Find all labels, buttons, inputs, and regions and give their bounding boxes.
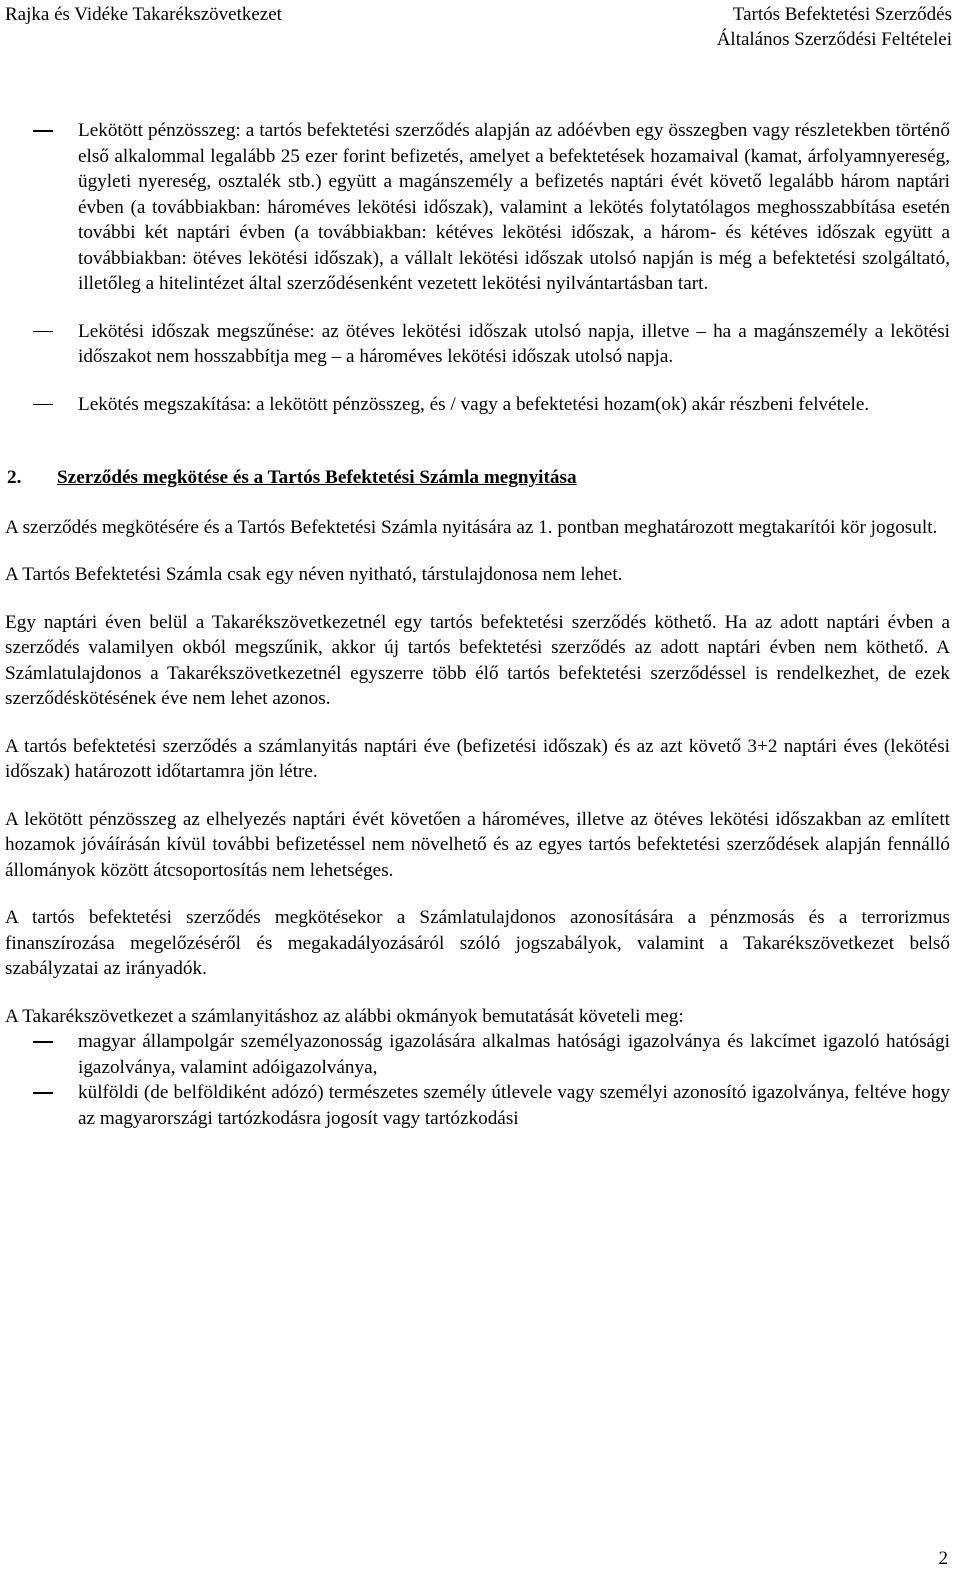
- document-body: [5, 118, 950, 1131]
- paragraph: A tartós befektetési szerződés megkötésekor a Számlatulajdonos azonosítására a pénzmosás és a terrorizmus finanszírozása megelőzéséről és megakadályozásáról szóló jogszabályok, valamint a Takarékszövetkezet belső szabályzatai az irányadók.: [5, 907, 950, 979]
- dash-bullet-icon: [33, 1041, 53, 1043]
- header-institution-name: Rajka és Vidéke Takarékszövetkezet: [5, 4, 282, 25]
- definition-bullet: [5, 319, 950, 370]
- section-title: Szerződés megkötése és a Tartós Befektetési Számla megnyitása: [57, 467, 577, 488]
- list-item-text: külföldi (de belföldiként adózó) természetes személy útlevele vagy személyi azonosító igazolványa, feltéve hogy az magyarországi tartózkodásra jogosít vagy tartózkodási: [78, 1082, 950, 1129]
- header-title-line1: Tartós Befektetési Szerződés: [732, 4, 952, 25]
- dash-bullet-icon: [33, 1092, 53, 1094]
- definition-bullet: [5, 392, 950, 418]
- header-document-title: [717, 2, 952, 52]
- definition-text: Lekötött pénzösszeg: a tartós befektetési szerződés alapján az adóévben egy összegben vagy részletekben történő első alkalommal legalább 25 ezer forint befizetés, amelyet a befektetések hozamaival (kamat, árfolyamnyereség, ügyleti nyereség, osztalék stb.) együtt a magánszemély a befizetés naptári évét követő legalább három naptári évben (a továbbiakban: hároméves lekötési időszak), valamint a lekötés folytatólagos meghosszabbítása esetén további két naptári évben (a továbbiakban: kétéves lekötési időszak, a három- és kétéves időszak együtt a továbbiakban: ötéves lekötési időszak), a vállalt lekötési időszak utolsó napján is még a befektetési szolgáltató, illetőleg a hitelintézet által szerződésenként vezetett lekötési nyilvántartásban tart.: [78, 120, 950, 294]
- dash-bullet-icon: [33, 404, 53, 406]
- paragraph: A lekötött pénzösszeg az elhelyezés naptári évét követően a hároméves, illetve az ötéves lekötési időszakban az említett hozamok jóváírásán kívül további befizetéssel nem növelhető és az egyes tartós befektetési szerződések alapján fennálló állományok között átcsoportosítás nem lehetséges.: [5, 808, 950, 881]
- document-list-item: [5, 1080, 950, 1131]
- page-number: 2: [938, 1548, 948, 1569]
- list-item-text: magyar állampolgár személyazonosság igazolására alkalmas hatósági igazolványa és lakcímet igazoló hatósági igazolványa, valamint adóigazolványa,: [78, 1031, 950, 1078]
- section-number: 2.: [7, 467, 22, 488]
- dash-bullet-icon: [33, 130, 53, 132]
- document-list-item: [5, 1029, 950, 1080]
- dash-bullet-icon: [33, 331, 53, 333]
- definition-text: Lekötés megszakítása: a lekötött pénzösszeg, és / vagy a befektetési hozam(ok) akár részbeni felvétele.: [78, 393, 870, 415]
- definition-bullet: [5, 118, 950, 297]
- header-title-line2: Általános Szerződési Feltételei: [716, 29, 952, 50]
- paragraph: A tartós befektetési szerződés a számlanyitás naptári éve (befizetési időszak) és az azt követő 3+2 naptári éves (lekötési időszak) határozott időtartamra jön létre.: [5, 735, 950, 782]
- paragraph: A szerződés megkötésére és a Tartós Befektetési Számla nyitására az 1. pontban meghatározott megtakarítói kör jogosult.: [5, 516, 938, 538]
- paragraph: A Takarékszövetkezet a számlanyitáshoz az alábbi okmányok bemutatását követeli meg:: [5, 1005, 684, 1027]
- paragraph: Egy naptári éven belül a Takarékszövetkezetnél egy tartós befektetési szerződés köthető. Ha az adott naptári évben a szerződés valamilyen okból megszűnik, akkor új tartós befektetési szerződés az adott naptári évben nem köthető. A Számlatulajdonos a Takarékszövetkezetnél egyszerre több élő tartós befektetési szerződéssel is rendelkezhet, de ezek szerződéskötésének éve nem lehet azonos.: [5, 611, 950, 709]
- definition-text: Lekötési időszak megszűnése: az ötéves lekötési időszak utolsó napja, illetve – ha a magánszemély a lekötési időszakot nem hosszabbítja meg – a hároméves lekötési időszak utolsó napja.: [78, 320, 950, 367]
- section-heading: [5, 465, 950, 491]
- paragraph: A Tartós Befektetési Számla csak egy néven nyitható, társtulajdonosa nem lehet.: [5, 564, 623, 585]
